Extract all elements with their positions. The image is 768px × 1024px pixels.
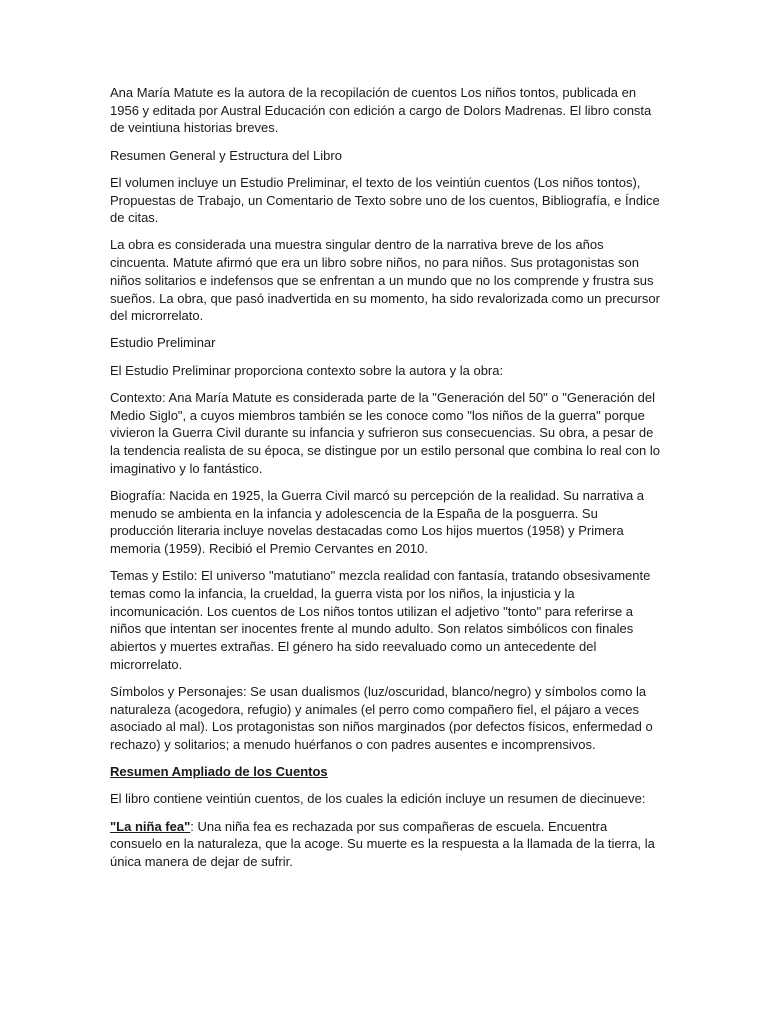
structure-paragraph: El volumen incluye un Estudio Preliminar, el texto de los veintiún cuentos (Los niños tontos), Propuestas de Trabajo, un Comentario de Texto sobre uno de los cuentos, Bibliografía, e Índice de citas. (110, 174, 660, 226)
section-heading-expanded-summary (110, 763, 660, 781)
story-summary-la-nina-fea (110, 818, 660, 871)
intro-paragraph: Ana María Matute es la autora de la recopilación de cuentos Los niños tontos, publicada en 1956 y editada por Austral Educación con edición a cargo de Dolors Madrenas. El libro consta de veintiuna historias breves. (110, 85, 652, 136)
biography-paragraph: Biografía: Nacida en 1925, la Guerra Civil marcó su percepción de la realidad. Su narrativa a menudo se ambienta en la infancia y adolescencia de la España de la posguerra. Su producción literaria incluye novelas destacadas como Los hijos muertos (1958) y Primera memoria (1959). Recibió el Premio Cervantes en 2010. (110, 487, 645, 556)
story-summary-text: : Una niña fea es rechazada por sus compañeras de escuela. Encuentra consuelo en la naturaleza, que la acoge. Su muerte es la respuesta a la llamada de la tierra, la única manera de dejar de sufrir. (110, 818, 655, 870)
section-title-preliminary-study: Estudio Preliminar (110, 335, 216, 351)
themes-style-paragraph: Temas y Estilo: El universo "matutiano" mezcla realidad con fantasía, tratando obsesivamente temas como la infancia, la crueldad, la guerra vista por los niños, la injusticia y la incomunicación. Los cuentos de Los niños tontos utilizan el adjetivo "tonto" para referirse a niños que intentan ser inocentes frente al mundo adulto. Son relatos simbólicos con finales abiertos y muertes extrañas. El género ha sido reevaluado como un antecedente del microrrelato. (110, 568, 651, 672)
overview-paragraph: La obra es considerada una muestra singular dentro de la narrativa breve de los años cincuenta. Matute afirmó que era un libro sobre niños, no para niños. Sus protagonistas son niños solitarios e indefensos que se enfrentan a un mundo que no los comprende y frustra sus sueños. La obra, que pasó inadvertida en su momento, ha sido revalorizada como un precursor del microrrelato. (110, 237, 660, 324)
symbols-characters-paragraph: Símbolos y Personajes: Se usan dualismos (luz/oscuridad, blanco/negro) y símbolos como la naturaleza (acogedora, refugio) y animales (el perro como compañero fiel, el pájaro a veces asociado al mal). Los protagonistas son niños marginados (por defectos físicos, enfermedad o rechazo) y solitarios; a menudo huérfanos o con padres ausentes e incomprensivos. (110, 683, 653, 752)
section-title-general-summary: Resumen General y Estructura del Libro (110, 147, 342, 163)
context-paragraph: Contexto: Ana María Matute es considerada parte de la "Generación del 50" o "Generación del Medio Siglo", a cuyos miembros también se les conoce como "los niños de la guerra" porque vivieron la Guerra Civil durante su infancia y sufrieron sus consecuencias. Su obra, a pesar de la tendencia realista de su época, se distingue por un estilo personal que combina lo real con lo imaginativo y lo fantástico. (110, 389, 660, 476)
story-title: "La niña fea" (110, 818, 191, 834)
section-heading-text: Resumen Ampliado de los Cuentos (110, 764, 328, 780)
stories-intro-paragraph: El libro contiene veintiún cuentos, de los cuales la edición incluye un resumen de diecinueve: (110, 791, 646, 807)
preliminary-study-intro: El Estudio Preliminar proporciona contexto sobre la autora y la obra: (110, 362, 504, 378)
